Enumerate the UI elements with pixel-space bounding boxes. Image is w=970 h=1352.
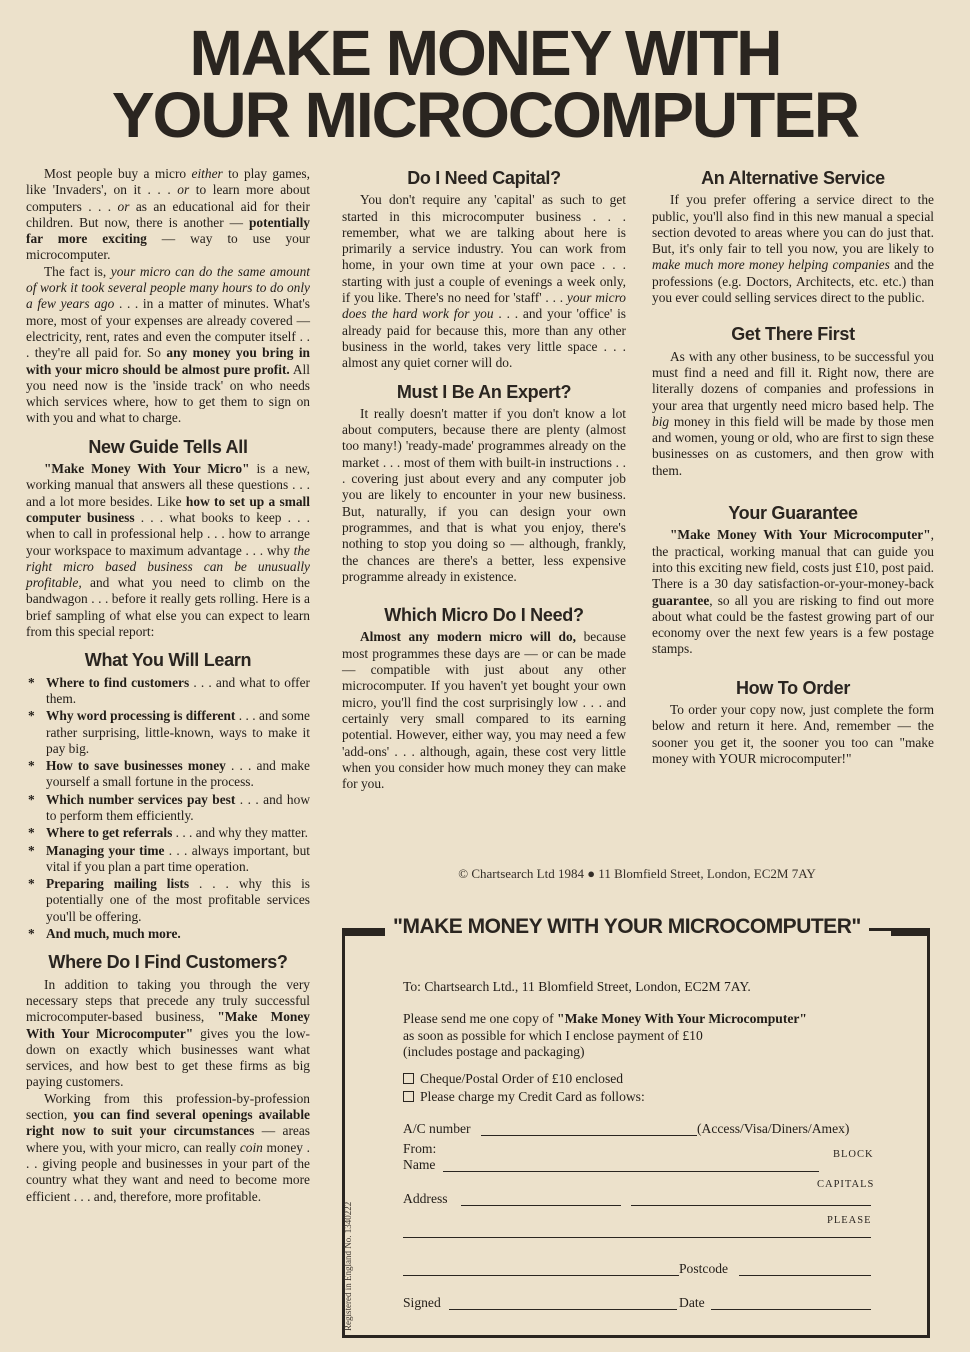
order-coupon [342,915,930,1338]
column-1 [26,166,310,1205]
get-there-first-paragraph: As with any other business, to be successful you must find a need and fill it. Right now, there are literally dozens of companies and professions in your area that urgently need micro based help. The big money in this field will be made by those men and women, young or old, who are first to sign these businesses on as customers, and then grow with them. [652,348,934,478]
card-types: (Access/Visa/Diners/Amex) [697,1121,850,1136]
name-field[interactable] [443,1171,819,1172]
learn-list [26,675,310,943]
capitals-label: CAPITALS [817,1179,875,1190]
heading-alternative-service: An Alternative Service [701,168,885,188]
heading-guarantee: Your Guarantee [728,503,858,524]
postcode-label: Postcode [679,1261,729,1276]
heading-get-there-first: Get There First [731,324,855,345]
name-label: Name [403,1157,436,1172]
registration-number: Registered in England No. 1340222 [343,1201,353,1331]
option-credit-card[interactable]: Please charge my Credit Card as follows: [403,1089,645,1106]
customers-paragraph: In addition to taking you through the very necessary steps that precede any truly successful microcomputer-based business, "Make Money With Your Microcomputer" gives you the low-down on exactly which businesses want what services, and how best to get these firms as big paying customers. [26,976,310,1090]
expert-paragraph: It really doesn't matter if you don't know a lot about computers, because there are plenty (almost too many!) 'ready-made' programmes already on the market . . . most of them with built-in instructions . . . covering just about every and any computer job you are likely to encounter in your new business. But, naturally, if you can design your own programmes, and that is what you enjoy, there's nothing to stop you doing so — although, frankly, the chances are there's a better, less expensive programme already in existence. [342,405,626,584]
heading-find-customers: Where Do I Find Customers? [48,952,288,973]
heading-which-micro: Which Micro Do I Need? [384,605,584,626]
date-label: Date [679,1295,705,1310]
list-item: * How to save businesses money . . . and make yourself a small fortune in the process. [26,758,310,791]
heading-how-to-order: How To Order [735,677,851,698]
coupon-request: Please send me one copy of "Make Money With Your Microcomputer" as soon as possible for which I enclose payment of £10 (includes postage and packaging) [403,1011,807,1060]
postcode-field[interactable] [739,1275,871,1276]
which-micro-paragraph: Almost any modern micro will do, because most programmes these days are — or can be made — compatible with just about any other microcomputer. If you haven't yet bought your own micro, you'll find the cost surprisingly low . . . and certainly very small compared to its earning potential. However, either way, you may need a few 'add-ons' . . . although, again, these cost very little when you consider how much money they can make for you. [342,629,626,792]
list-item: * Which number services pay best . . . and how to perform them efficiently. [26,792,310,825]
address-label: Address [403,1191,448,1206]
new-guide-paragraph: "Make Money With Your Micro" is a new, working manual that answers all these questions . . . and a lot more besides. Like how to set up a small computer business . . . what books to keep . . . when to call in professional help . . . how to arrange your workspace to maximum advantage . . . why the right micro based business can be unusually profitable, and what you need to climb on the bandwagon . . . before it really gets rolling. Here is a brief sampling of what else you can expect to learn from this special report: [26,461,310,640]
column-3 [652,170,934,767]
profession-paragraph: Working from this profession-by-profession section, you can find several openings available right now to suit your circumstances — areas where you, with your micro, can really coin money . . . giving people and businesses in your part of the country what they want and need to become more efficient . . . and, therefore, more profitable. [26,1090,310,1204]
credit-card-checkbox[interactable] [403,1091,414,1102]
date-field[interactable] [711,1309,871,1310]
column-2 [342,170,626,792]
copyright-line: © Chartsearch Ltd 1984 ● 11 Blomfield Street, London, EC2M 7AY [458,866,816,881]
ac-number-field[interactable] [481,1135,697,1136]
list-item: * And much, much more. [26,926,310,942]
list-item: * Where to find customers . . . and what to offer them. [26,675,310,708]
from-label: From: [403,1141,437,1156]
cheque-checkbox[interactable] [403,1073,414,1084]
list-item: * Where to get referrals . . . and why they matter. [26,825,310,841]
headline-line-1: MAKE MONEY WITH [189,17,781,89]
guarantee-paragraph: "Make Money With Your Microcomputer", the practical, working manual that can guide you into this exciting new field, costs just £10, post paid. There is a 30 day satisfaction-or-your-money-back guarantee, so all you are risking to find out more about what could be the fastest growing part of our economy over the next few years is a few postage stamps. [652,527,934,657]
address-field-1b[interactable] [631,1205,871,1206]
order-paragraph: To order your copy now, just complete the form below and return it here. And, remember — the sooner you get it, the sooner you too can "make money with YOUR microcomputer!" [652,702,934,766]
list-item: * Preparing mailing lists . . . why this is potentially one of the most profitable services you'll be offering. [26,876,310,925]
address-field-1[interactable] [461,1205,621,1206]
headline-line-2: YOUR MICROCOMPUTER [111,79,859,151]
list-item: * Managing your time . . . always important, but vital if you plan a part time operation. [26,843,310,876]
intro-paragraph: Most people buy a micro either to play games, like 'Invaders', on it . . . or to learn more about computers . . . or as an educational aid for their children. But now, there is another — potentially far more exciting — way to use your microcomputer. [26,166,311,263]
heading-what-you-will-learn: What You Will Learn [84,650,252,671]
ac-number-label: A/C number [403,1121,471,1136]
fact-paragraph: The fact is, your micro can do the same amount of work it took several people many hours to do only a few years ago . . . in a matter of minutes. What's more, most of your expenses are already covered — electricity, rent, rates and even the computer itself . . . they're all paid for. So any money you bring in with your micro should be almost pure profit. All you need now is the 'inside track' on who needs which services where, how to get them to sign on with you and what to charge. [26,263,310,426]
address-field-2[interactable] [403,1237,871,1238]
signed-label: Signed [403,1295,441,1310]
title-bar-right [891,928,927,936]
coupon-address-to: To: Chartsearch Ltd., 11 Blomfield Street, London, EC2M 7AY. [403,979,751,994]
please-label: PLEASE [827,1215,872,1226]
heading-capital: Do I Need Capital? [407,168,561,188]
capital-paragraph: You don't require any 'capital' as such to get started in this microcomputer business . . . remember, what we are talking about here is primarily a service industry. You can work from home, in your own time at your own pace . . . starting with just a couple of evenings a week only, if you like. There's no need for 'staff' . . . your micro does the hard work for you . . . and your 'office' is already paid for because this, more than any other business in the world, takes very little space . . . almost any quiet corner will do. [342,192,627,371]
list-item: * Why word processing is different . . . and some rather surprising, little-known, ways to make it pay big. [26,708,310,757]
heading-expert: Must I Be An Expert? [396,381,572,402]
alternative-paragraph: If you prefer offering a service direct to the public, you'll also find in this new manual a special section devoted to areas where you can do just that. But, it's only fair to tell you now, you are likely to make much more money helping companies and the professions (e.g. Doctors, Architects, etc. etc.) than you ever could selling services direct to the public. [652,192,935,306]
option-cheque[interactable]: Cheque/Postal Order of £10 enclosed [403,1071,623,1088]
block-label: BLOCK [833,1149,874,1160]
coupon-title: "MAKE MONEY WITH YOUR MICROCOMPUTER" [385,915,869,939]
signature-field[interactable] [449,1309,677,1310]
address-field-3[interactable] [403,1275,679,1276]
headline [0,17,970,151]
heading-new-guide: New Guide Tells All [88,436,248,457]
